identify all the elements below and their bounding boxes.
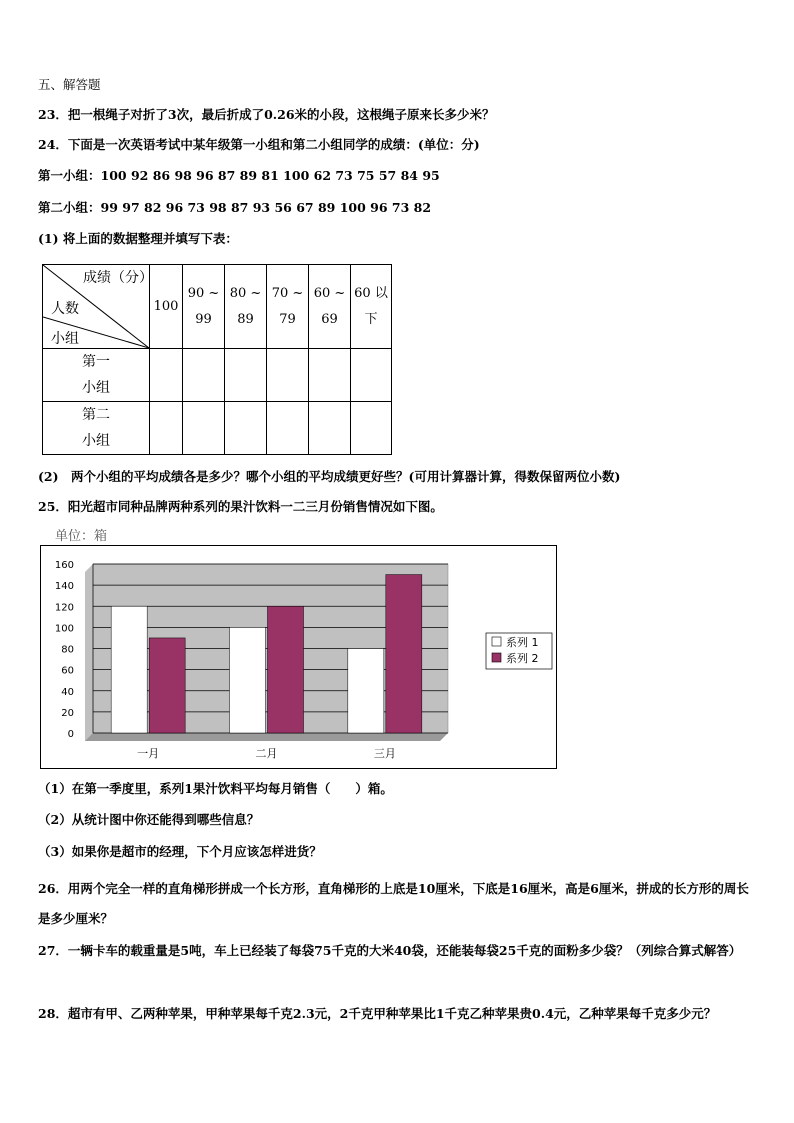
- table-row-group1-label: 第一 小组: [43, 349, 150, 402]
- x-tick-label: 三月: [373, 747, 396, 760]
- question-25-1: （1）在第一季度里，系列1果汁饮料平均每月销售（ ）箱。: [38, 781, 393, 796]
- table-cell[interactable]: [351, 349, 392, 402]
- bar: [111, 606, 147, 733]
- question-24: 24．下面是一次英语考试中某年级第一小组和第二小组同学的成绩：(单位：分): [38, 137, 480, 152]
- sales-bar-chart: [40, 545, 558, 770]
- table-cell[interactable]: [183, 402, 225, 455]
- score-table: [42, 264, 392, 455]
- question-24-part2: (2) 两个小组的平均成绩各是多少？哪个小组的平均成绩更好些？(可用计算器计算，得数保留两位小数): [38, 469, 621, 484]
- bar: [230, 627, 266, 733]
- group1-scores: 第一小组：100 92 86 98 96 87 89 81 100 62 73 75 57 84 95: [38, 168, 440, 183]
- group2-scores: 第二小组：99 97 82 96 73 98 87 93 56 67 89 100 96 73 82: [38, 200, 432, 215]
- plot-floor: [85, 733, 448, 741]
- question-23: 23．把一根绳子对折了3次，最后折成了0.26米的小段，这根绳子原来长多少米？: [38, 107, 495, 122]
- x-tick-label: 一月: [137, 747, 160, 760]
- question-25-2: （2）从统计图中你还能得到哪些信息？: [38, 812, 260, 827]
- section-title: 五、解答题: [38, 77, 101, 92]
- table-col-100: 100: [150, 265, 183, 349]
- y-tick-label: 120: [54, 602, 74, 614]
- bar: [268, 606, 304, 733]
- legend-label: 系列 2: [506, 652, 539, 665]
- table-cell[interactable]: [183, 349, 225, 402]
- table-cell[interactable]: [309, 402, 351, 455]
- y-tick-label: 140: [54, 581, 74, 593]
- y-tick-label: 20: [61, 707, 74, 719]
- table-cell[interactable]: [225, 402, 267, 455]
- y-tick-label: 0: [67, 729, 74, 740]
- table-col-90-99: 90 ~ 99: [183, 265, 225, 349]
- question-24-part1: (1) 将上面的数据整理并填写下表：: [38, 231, 238, 246]
- bar: [348, 649, 384, 734]
- x-tick-label: 二月: [255, 747, 278, 760]
- table-col-below-60: 60 以 下: [351, 265, 392, 349]
- bar: [386, 575, 422, 733]
- chart-unit: 单位：箱: [55, 529, 108, 544]
- table-cell[interactable]: [267, 402, 309, 455]
- table-cell[interactable]: [150, 402, 183, 455]
- question-25: 25．阳光超市同种品牌两种系列的果汁饮料一二三月份销售情况如下图。: [38, 499, 443, 514]
- bar: [149, 638, 185, 733]
- table-cell[interactable]: [225, 349, 267, 402]
- table-cell[interactable]: [267, 349, 309, 402]
- table-col-60-69: 60 ~ 69: [309, 265, 351, 349]
- header-count: 人数: [51, 301, 79, 317]
- table-cell[interactable]: [150, 349, 183, 402]
- table-col-70-79: 70 ~ 79: [267, 265, 309, 349]
- table-diagonal-header: [43, 265, 153, 349]
- header-score: 成绩（分）: [83, 270, 153, 286]
- question-26: 26．用两个完全一样的直角梯形拼成一个长方形，直角梯形的上底是10厘米，下底是16厘米，高是6厘米，拼成的长方形的周长是多少厘米？: [38, 881, 749, 926]
- question-27: 27．一辆卡车的载重量是5吨，车上已经装了每袋75千克的大米40袋，还能装每袋25千克的面粉多少袋？（列综合算式解答）: [38, 943, 742, 958]
- table-col-80-89: 80 ~ 89: [225, 265, 267, 349]
- y-tick-label: 100: [54, 623, 74, 635]
- legend-swatch: [492, 653, 501, 662]
- question-25-3: （3）如果你是超市的经理，下个月应该怎样进货？: [38, 844, 322, 859]
- y-tick-label: 160: [54, 560, 74, 571]
- y-tick-label: 80: [61, 644, 74, 656]
- y-tick-label: 40: [61, 686, 74, 698]
- table-cell[interactable]: [351, 402, 392, 455]
- y-tick-label: 60: [61, 665, 74, 677]
- header-group: 小组: [51, 331, 79, 347]
- question-28: 28．超市有甲、乙两种苹果，甲种苹果每千克2.3元，2千克甲种苹果比1千克乙种苹果贵0.4元，乙种苹果每千克多少元？: [38, 1006, 717, 1021]
- table-cell[interactable]: [309, 349, 351, 402]
- legend-swatch: [492, 637, 501, 646]
- table-row-group2-label: 第二 小组: [43, 402, 150, 455]
- legend-label: 系列 1: [506, 636, 539, 649]
